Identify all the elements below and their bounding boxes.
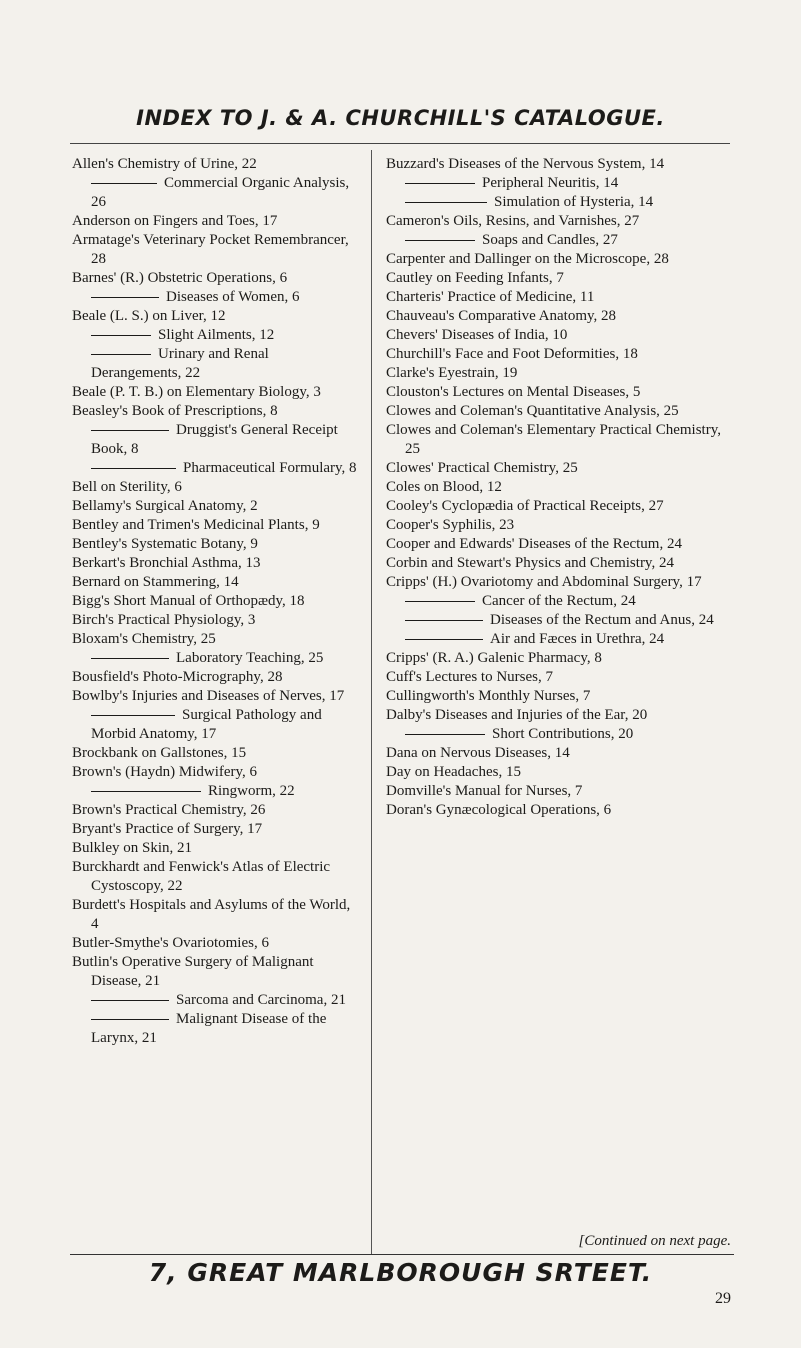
ditto-dash [91, 715, 175, 716]
index-entry [386, 231, 731, 250]
page-header: INDEX TO J. & A. CHURCHILL'S CATALOGUE. [136, 106, 665, 130]
index-entry-text: Bellamy's Surgical Anatomy, 2 [72, 498, 258, 514]
index-entry [72, 307, 360, 326]
ditto-dash [405, 734, 485, 735]
ditto-dash [91, 430, 169, 431]
index-entry [72, 516, 360, 535]
index-entry-text: Simulation of Hysteria, 14 [494, 194, 654, 210]
index-entry-text: Allen's Chemistry of Urine, 22 [72, 156, 257, 172]
index-entry [72, 706, 360, 744]
index-entry [72, 991, 360, 1010]
ditto-dash [91, 335, 151, 336]
index-entry [72, 326, 360, 345]
index-column-right [386, 155, 731, 820]
index-entry-text: Bell on Sterility, 6 [72, 479, 182, 495]
index-entry-text: Bentley and Trimen's Medicinal Plants, 9 [72, 517, 320, 533]
index-entry-text: Cancer of the Rectum, 24 [482, 593, 636, 609]
ditto-dash [405, 601, 475, 602]
index-entry-text: Brockbank on Gallstones, 15 [72, 745, 247, 761]
index-entry [72, 174, 360, 212]
index-entry [72, 573, 360, 592]
index-entry-text: Domville's Manual for Nurses, 7 [386, 783, 583, 799]
index-entry [72, 497, 360, 516]
index-entry [72, 402, 360, 421]
index-entry [72, 630, 360, 649]
index-entry [72, 459, 360, 478]
index-entry-text: Beasley's Book of Prescriptions, 8 [72, 403, 278, 419]
page-footer: 7, GREAT MARLBOROUGH SRTEET. [148, 1258, 653, 1287]
index-entry [386, 554, 731, 573]
index-entry-text: Commercial Organic Analysis, 26 [91, 175, 350, 210]
index-entry-text: Brown's Practical Chemistry, 26 [72, 802, 266, 818]
index-entry [386, 497, 731, 516]
index-entry-text: Dana on Nervous Diseases, 14 [386, 745, 570, 761]
index-entry-text: Bousfield's Photo-Micrography, 28 [72, 669, 283, 685]
index-entry-text: Slight Ailments, 12 [158, 327, 275, 343]
index-entry [386, 212, 731, 231]
index-entry [386, 402, 731, 421]
index-entry [72, 212, 360, 231]
index-entry [386, 687, 731, 706]
index-entry [72, 782, 360, 801]
index-entry-text: Bulkley on Skin, 21 [72, 840, 193, 856]
index-entry [386, 573, 731, 592]
index-entry-text: Cuff's Lectures to Nurses, 7 [386, 669, 553, 685]
ditto-dash [91, 354, 151, 355]
index-column-left [72, 155, 360, 1048]
index-entry-text: Bowlby's Injuries and Diseases of Nerves, 17 [72, 688, 345, 704]
index-entry-text: Carpenter and Dallinger on the Microscope, 28 [386, 251, 669, 267]
index-entry-text: Ringworm, 22 [208, 783, 295, 799]
index-entry [386, 801, 731, 820]
index-entry-text: Bernard on Stammering, 14 [72, 574, 239, 590]
index-entry [386, 307, 731, 326]
index-entry [386, 592, 731, 611]
index-entry-text: Urinary and Renal Derangements, 22 [91, 346, 269, 381]
index-entry [72, 820, 360, 839]
index-entry-text: Cameron's Oils, Resins, and Varnishes, 27 [386, 213, 640, 229]
index-entry [72, 953, 360, 991]
index-entry [72, 896, 360, 934]
index-entry-text: Corbin and Stewart's Physics and Chemistry, 24 [386, 555, 674, 571]
index-entry [72, 231, 360, 269]
index-entry-text: Clowes and Coleman's Quantitative Analysis, 25 [386, 403, 679, 419]
index-entry [72, 934, 360, 953]
index-entry-text: Peripheral Neuritis, 14 [482, 175, 619, 191]
index-entry [386, 668, 731, 687]
index-entry-text: Barnes' (R.) Obstetric Operations, 6 [72, 270, 288, 286]
index-entry-text: Beale (P. T. B.) on Elementary Biology, 3 [72, 384, 321, 400]
index-entry-text: Cripps' (R. A.) Galenic Pharmacy, 8 [386, 650, 602, 666]
index-entry [386, 364, 731, 383]
index-entry-text: Birch's Practical Physiology, 3 [72, 612, 256, 628]
index-entry-text: Clowes' Practical Chemistry, 25 [386, 460, 578, 476]
index-entry [386, 478, 731, 497]
index-entry-text: Cooley's Cyclopædia of Practical Receipts, 27 [386, 498, 664, 514]
index-entry [386, 326, 731, 345]
index-entry [72, 288, 360, 307]
index-entry [386, 630, 731, 649]
ditto-dash [91, 1019, 169, 1020]
index-entry-text: Soaps and Candles, 27 [482, 232, 618, 248]
index-entry [72, 839, 360, 858]
index-entry-text: Chevers' Diseases of India, 10 [386, 327, 568, 343]
index-entry-text: Bryant's Practice of Surgery, 17 [72, 821, 263, 837]
ditto-dash [405, 620, 483, 621]
index-entry [386, 383, 731, 402]
index-entry [72, 611, 360, 630]
index-entry [72, 535, 360, 554]
index-entry [386, 288, 731, 307]
index-entry-text: Cullingworth's Monthly Nurses, 7 [386, 688, 591, 704]
index-entry-text: Bigg's Short Manual of Orthopædy, 18 [72, 593, 305, 609]
continued-note: [Continued on next page. [578, 1233, 731, 1249]
index-entry [386, 459, 731, 478]
index-entry [72, 269, 360, 288]
index-entry [386, 763, 731, 782]
index-entry [72, 421, 360, 459]
index-entry [386, 174, 731, 193]
index-entry [386, 269, 731, 288]
ditto-dash [405, 183, 475, 184]
index-entry [72, 345, 360, 383]
index-entry-text: Brown's (Haydn) Midwifery, 6 [72, 764, 258, 780]
index-entry [72, 649, 360, 668]
index-entry-text: Diseases of the Rectum and Anus, 24 [490, 612, 714, 628]
index-entry-text: Doran's Gynæcological Operations, 6 [386, 802, 612, 818]
index-entry-text: Burdett's Hospitals and Asylums of the World, 4 [72, 897, 351, 932]
index-entry-text: Air and Fæces in Urethra, 24 [490, 631, 665, 647]
index-entry-text: Burckhardt and Fenwick's Atlas of Electric Cystoscopy, 22 [72, 859, 331, 894]
ditto-dash [91, 183, 157, 184]
index-entry [386, 744, 731, 763]
index-entry [386, 193, 731, 212]
index-entry-text: Druggist's General Receipt Book, 8 [91, 422, 338, 457]
index-entry [386, 706, 731, 725]
index-entry [72, 478, 360, 497]
index-entry-text: Charteris' Practice of Medicine, 11 [386, 289, 595, 305]
column-divider [371, 150, 372, 1255]
index-entry-text: Day on Headaches, 15 [386, 764, 521, 780]
index-entry-text: Short Contributions, 20 [492, 726, 634, 742]
index-entry [72, 592, 360, 611]
index-entry [386, 421, 731, 459]
index-entry-text: Anderson on Fingers and Toes, 17 [72, 213, 278, 229]
index-entry-text: Cripps' (H.) Ovariotomy and Abdominal Surgery, 17 [386, 574, 702, 590]
index-entry-text: Clowes and Coleman's Elementary Practical Chemistry, 25 [386, 422, 721, 457]
index-entry-text: Armatage's Veterinary Pocket Remembrancer, 28 [72, 232, 349, 267]
index-entry [386, 611, 731, 630]
index-entry [72, 687, 360, 706]
index-entry-text: Pharmaceutical Formulary, 8 [183, 460, 357, 476]
ditto-dash [405, 240, 475, 241]
ditto-dash [91, 791, 201, 792]
index-entry-text: Cautley on Feeding Infants, 7 [386, 270, 564, 286]
index-entry [386, 782, 731, 801]
index-entry-text: Churchill's Face and Foot Deformities, 18 [386, 346, 638, 362]
ditto-dash [405, 202, 487, 203]
index-entry [72, 383, 360, 402]
index-entry-text: Bloxam's Chemistry, 25 [72, 631, 216, 647]
index-entry-text: Butler-Smythe's Ovariotomies, 6 [72, 935, 269, 951]
index-entry [72, 801, 360, 820]
ditto-dash [91, 468, 176, 469]
index-entry-text: Coles on Blood, 12 [386, 479, 502, 495]
index-entry [386, 649, 731, 668]
index-entry-text: Clouston's Lectures on Mental Diseases, 5 [386, 384, 641, 400]
index-entry-text: Cooper and Edwards' Diseases of the Rectum, 24 [386, 536, 682, 552]
footer-rule [70, 1254, 734, 1255]
index-entry [386, 250, 731, 269]
index-entry [386, 516, 731, 535]
page-number: 29 [715, 1290, 731, 1307]
index-entry [72, 668, 360, 687]
index-entry [72, 858, 360, 896]
index-entry-text: Malignant Disease of the Larynx, 21 [91, 1011, 327, 1046]
index-entry-text: Buzzard's Diseases of the Nervous System, 14 [386, 156, 665, 172]
index-entry-text: Dalby's Diseases and Injuries of the Ear, 20 [386, 707, 648, 723]
index-entry [72, 155, 360, 174]
index-entry-text: Bentley's Systematic Botany, 9 [72, 536, 258, 552]
index-entry [386, 535, 731, 554]
index-entry [72, 1010, 360, 1048]
index-entry [386, 725, 731, 744]
ditto-dash [91, 1000, 169, 1001]
index-entry [72, 554, 360, 573]
index-entry [72, 744, 360, 763]
index-entry-text: Sarcoma and Carcinoma, 21 [176, 992, 346, 1008]
index-entry-text: Berkart's Bronchial Asthma, 13 [72, 555, 261, 571]
index-entry-text: Clarke's Eyestrain, 19 [386, 365, 518, 381]
ditto-dash [405, 639, 483, 640]
index-entry-text: Diseases of Women, 6 [166, 289, 300, 305]
ditto-dash [91, 658, 169, 659]
ditto-dash [91, 297, 159, 298]
index-entry-text: Chauveau's Comparative Anatomy, 28 [386, 308, 617, 324]
index-entry-text: Cooper's Syphilis, 23 [386, 517, 515, 533]
index-entry-text: Laboratory Teaching, 25 [176, 650, 324, 666]
index-entry [386, 345, 731, 364]
index-entry-text: Surgical Pathology and Morbid Anatomy, 17 [91, 707, 322, 742]
header-rule [70, 143, 730, 144]
index-entry [72, 763, 360, 782]
index-entry-text: Butlin's Operative Surgery of Malignant Disease, 21 [72, 954, 314, 989]
index-entry-text: Beale (L. S.) on Liver, 12 [72, 308, 226, 324]
index-entry [386, 155, 731, 174]
